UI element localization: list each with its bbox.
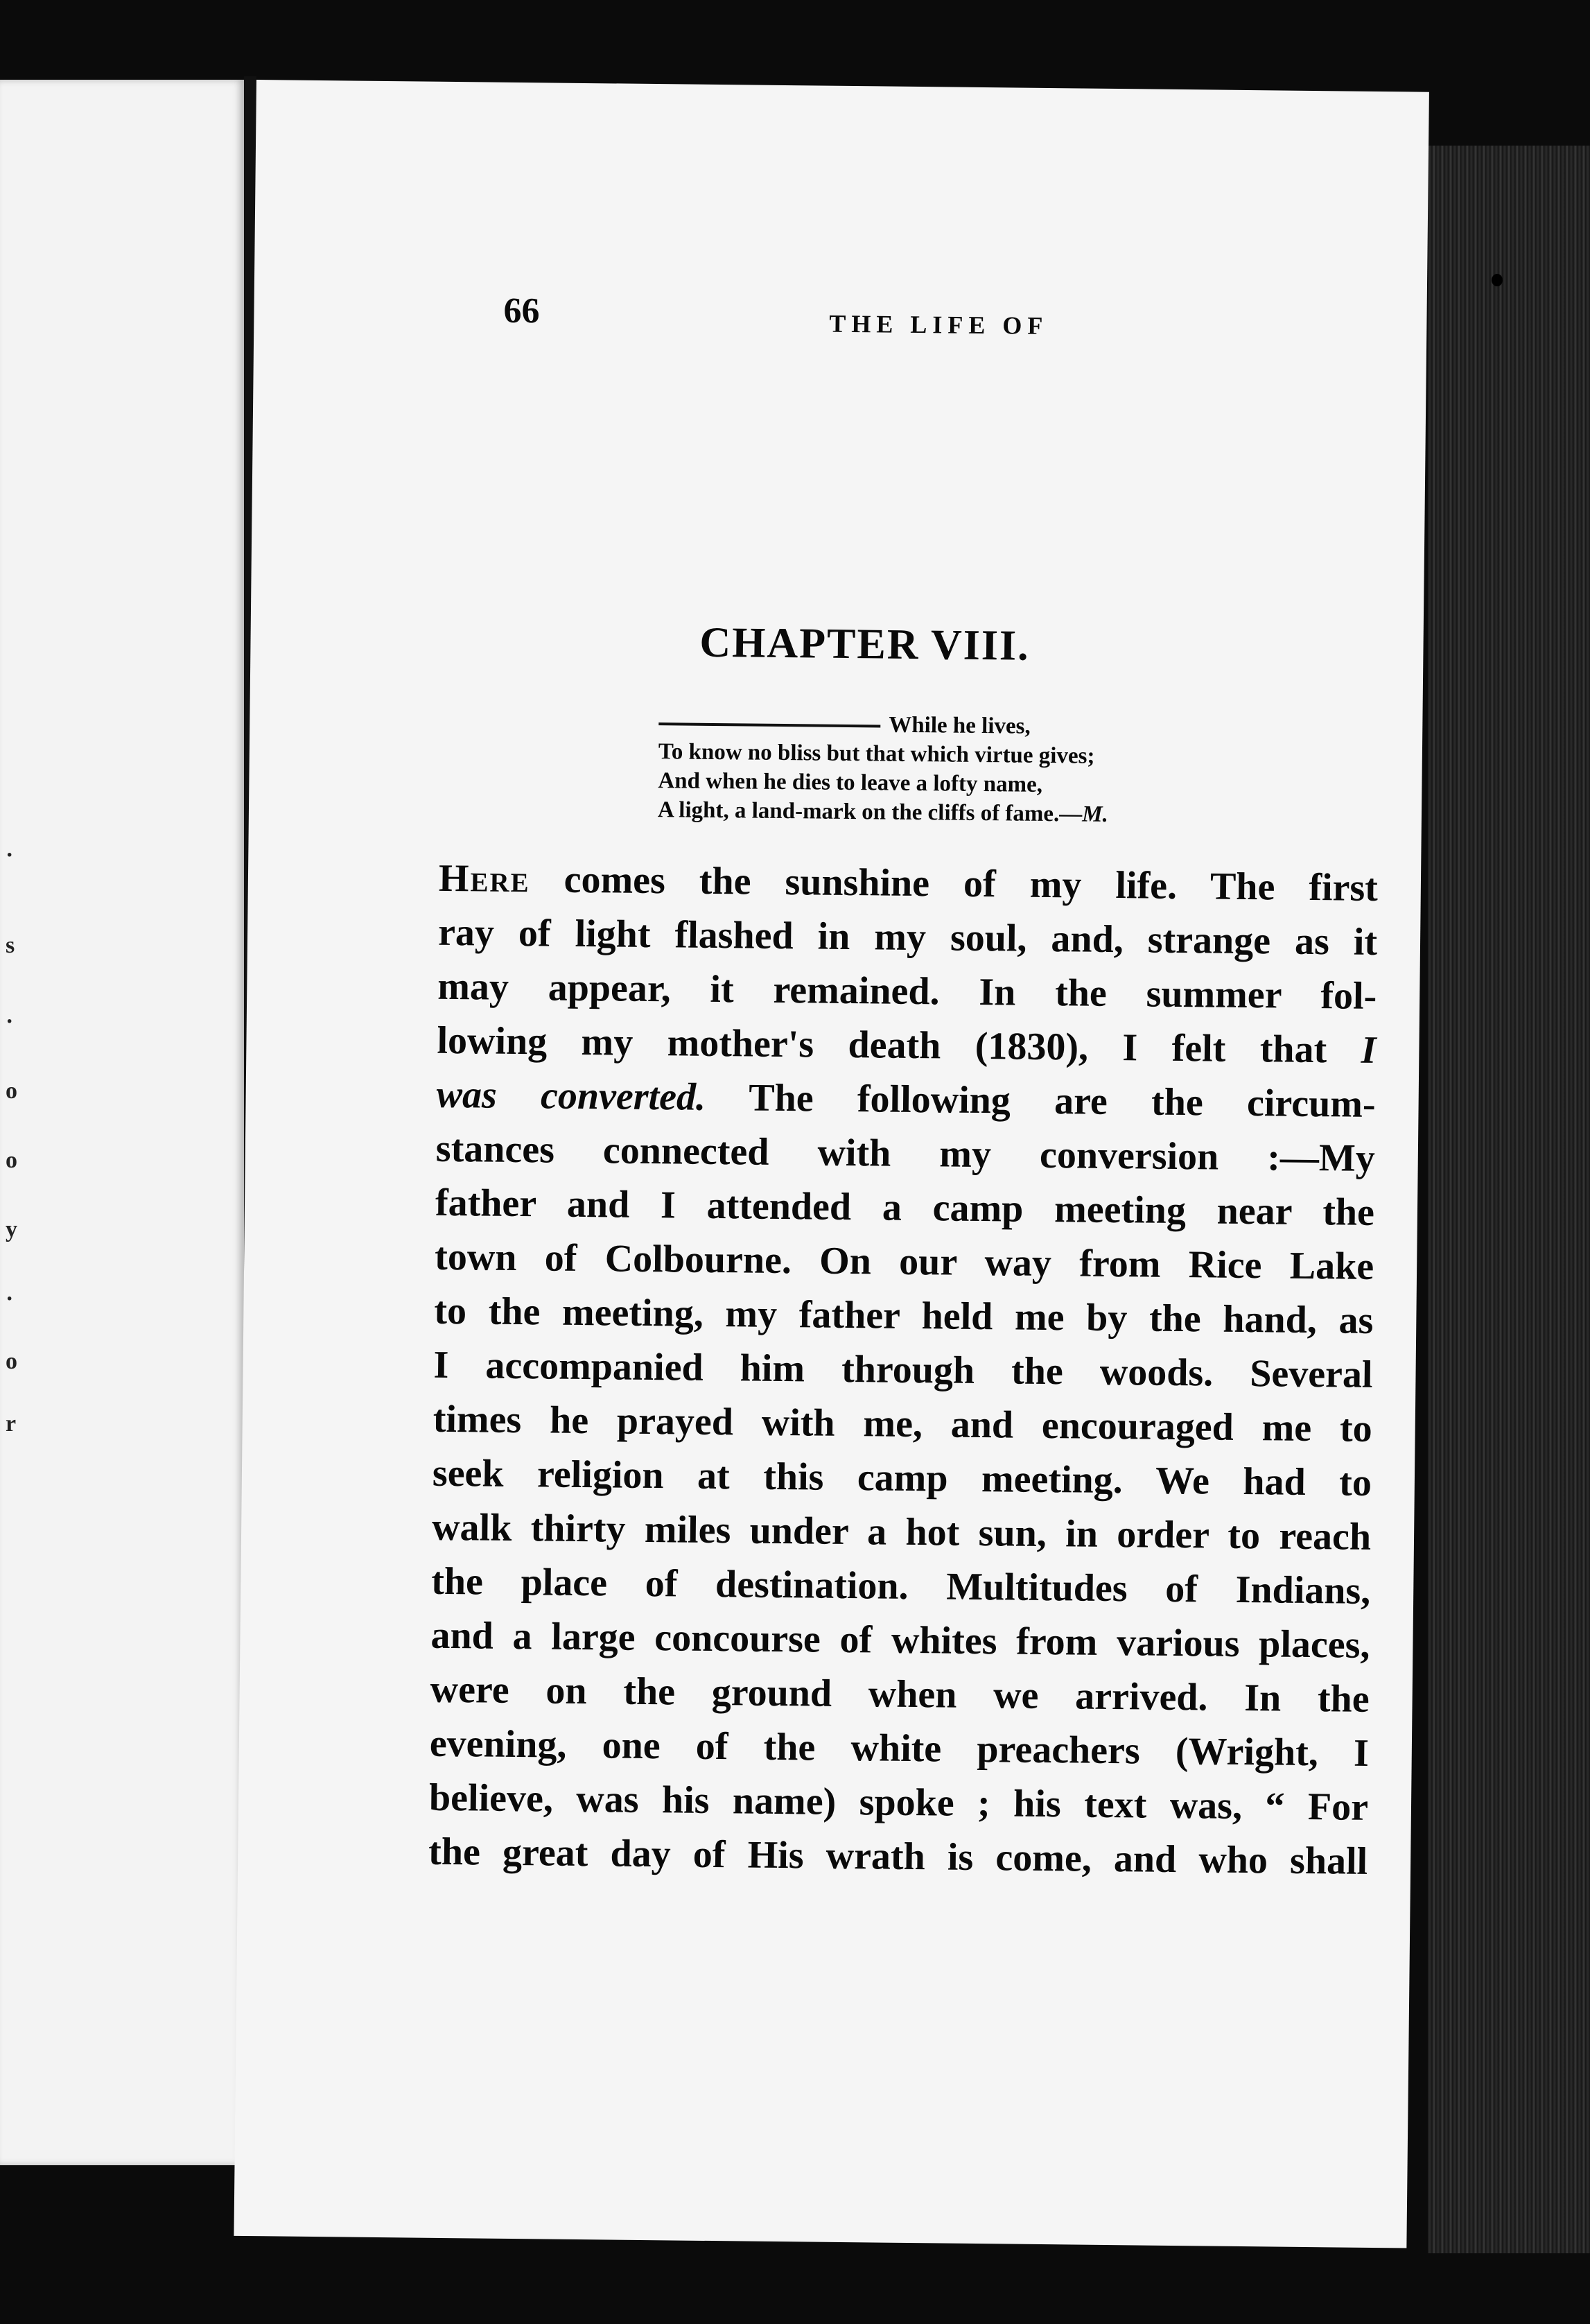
body-line: lowing my mother's death (1830), I felt that I	[437, 1018, 1377, 1072]
body-line: to the meeting, my father held me by the hand, as	[434, 1289, 1374, 1342]
chapter-title: CHAPTER VIII.	[699, 618, 1030, 670]
body-line: times he prayed with me, and encouraged me to	[433, 1397, 1373, 1450]
right-page	[234, 80, 1429, 2248]
body-line: was converted. The following are the circum-	[436, 1073, 1376, 1126]
epigraph-line: A light, a land-mark on the cliffs of fame.—M.	[657, 797, 1109, 827]
page-edge	[1428, 146, 1590, 2253]
body-line: ray of light flashed in my soul, and, strange as it	[437, 910, 1378, 964]
page-header	[503, 290, 1219, 354]
epigraph-line: While he lives,	[658, 708, 1213, 743]
edge-mark	[1492, 274, 1503, 286]
body-line: the place of destination. Multitudes of Indians,	[431, 1559, 1371, 1613]
italic-word: I	[1361, 1028, 1377, 1072]
epigraph-rule	[658, 723, 880, 728]
body-line: seek religion at this camp meeting. We had to	[432, 1451, 1372, 1504]
body-line: may appear, it remained. In the summer fol-	[437, 964, 1377, 1018]
italic-phrase: was converted.	[436, 1073, 706, 1119]
running-head: THE LIFE OF	[829, 309, 1049, 340]
body-line: town of Colbourne. On our way from Rice Lake	[434, 1235, 1374, 1288]
body-line: and a large concourse of whites from various places,	[430, 1613, 1370, 1667]
body-text	[428, 851, 1378, 1889]
epigraph-line: And when he dies to leave a lofty name,	[658, 768, 1043, 797]
body-line: father and I attended a camp meeting near the	[435, 1181, 1375, 1234]
body-line: walk thirty miles under a hot sun, in order to reach	[431, 1505, 1372, 1559]
body-line: stances connected with my conversion :—My	[435, 1127, 1376, 1180]
page-number: 66	[503, 290, 540, 331]
epigraph-attribution: M.	[1082, 801, 1109, 827]
left-page	[0, 80, 244, 2165]
body-line: were on the ground when we arrived. In the	[430, 1667, 1370, 1721]
opening-word: Here	[438, 856, 531, 901]
epigraph-line: To know no bliss but that which virtue gives;	[658, 739, 1095, 769]
body-line: believe, was his name) spoke ; his text was, “ For	[428, 1776, 1369, 1829]
epigraph	[658, 708, 1214, 830]
body-line: the great day of His wrath is come, and who shall	[428, 1830, 1368, 1883]
body-line: Here comes the sunshine of my life. The first	[438, 856, 1379, 910]
left-page-margin-marks: · s · o o y · o r	[6, 842, 17, 1437]
body-line: evening, one of the white preachers (Wright, I	[429, 1722, 1370, 1775]
body-line: I accompanied him through the woods. Several	[433, 1343, 1373, 1396]
